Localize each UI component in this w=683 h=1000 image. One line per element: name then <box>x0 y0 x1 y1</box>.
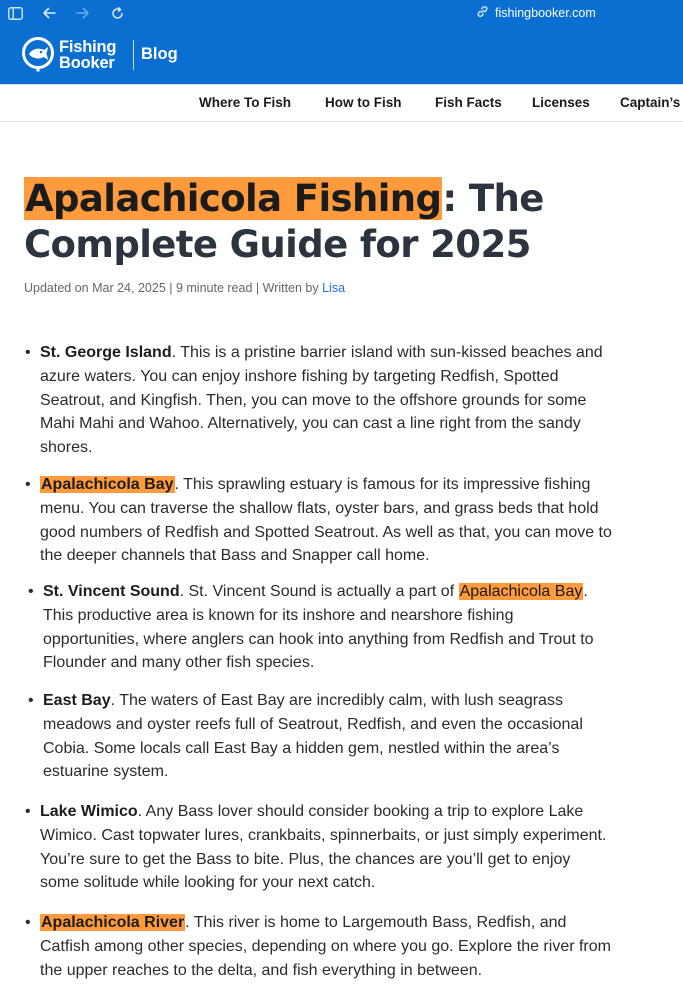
nav-captains[interactable]: Captain’s <box>620 95 681 110</box>
reload-icon[interactable] <box>106 0 128 26</box>
bullet: • <box>25 914 31 931</box>
blog-link[interactable]: Blog <box>141 45 178 63</box>
logo-line-2: Booker <box>59 54 115 72</box>
address-bar[interactable] <box>476 0 596 26</box>
article-meta <box>24 281 345 295</box>
location-text-after: . This productive area is known for its inshore and nearshore fishing opportunities, where anglers can hook into anything from Redfish and Trout to Flounder and many other fish species. <box>43 583 594 672</box>
list-item <box>25 911 612 982</box>
list-item <box>28 689 613 784</box>
sidebar-icon[interactable] <box>4 0 26 26</box>
title-rest: : The Complete Guide for 2025 <box>24 177 544 266</box>
location-name: East Bay <box>43 692 111 709</box>
bullet: • <box>25 803 31 820</box>
logo-divider <box>133 40 134 70</box>
list-item <box>25 800 612 895</box>
fish-hook-logo-icon <box>22 37 55 73</box>
main-nav <box>0 84 683 122</box>
logo-wordmark <box>59 39 116 71</box>
location-name: Lake Wimico <box>40 803 138 820</box>
site-header <box>0 26 683 84</box>
location-text: . This river is home to Largemouth Bass, Redfish, and Catfish among other species, depending on where you go. Explore the river from the upper reaches to the delta, and fish everything in between. <box>40 914 611 979</box>
back-icon[interactable] <box>38 0 60 26</box>
location-name: Apalachicola River <box>41 914 185 931</box>
location-text: . This is a pristine barrier island with sun-kissed beaches and azure waters. You can enjoy inshore fishing by targeting Redfish, Spotted Seatrout, and Kingfish. Then, you can move to the offshore grounds for some Mahi Mahi and Wahoo. Alternatively, you can cast a line right from the sandy shores. <box>40 344 603 457</box>
nav-where-to-fish[interactable]: Where To Fish <box>199 95 292 110</box>
fishingbooker-logo[interactable] <box>22 37 116 73</box>
inline-highlight: Apalachicola Bay <box>459 583 583 600</box>
page-title <box>24 176 664 268</box>
location-text: . The waters of East Bay are incredibly calm, with lush seagrass meadows and oyster reefs full of Seatrout, Redfish, and even the occasional Cobia. Some locals call East Bay a hidden gem, nestled within the area’s estuarine system. <box>43 692 583 781</box>
list-item <box>25 341 612 460</box>
link-icon <box>476 5 489 21</box>
url-text: fishingbooker.com <box>495 6 596 20</box>
list-item <box>28 580 613 675</box>
nav-licenses[interactable]: Licenses <box>532 95 590 110</box>
location-name: Apalachicola Bay <box>41 476 174 493</box>
list-item <box>25 473 612 568</box>
nav-fish-facts[interactable]: Fish Facts <box>435 95 502 110</box>
meta-text: Updated on Mar 24, 2025 | 9 minute read | Written by <box>24 281 319 295</box>
bullet: • <box>28 583 34 600</box>
bullet: • <box>25 476 31 493</box>
nav-how-to-fish[interactable]: How to Fish <box>325 95 402 110</box>
location-text: . St. Vincent Sound is actually a part of <box>179 583 459 600</box>
browser-toolbar <box>0 0 683 26</box>
location-text: . This sprawling estuary is famous for its impressive fishing menu. You can traverse the shallow flats, oyster bars, and grass beds that hold good numbers of Redfish and Spotted Seatrout. As well as that, you can move to the deeper channels that Bass and Snapper call home. <box>40 476 612 565</box>
bullet: • <box>25 344 31 361</box>
location-name: St. Vincent Sound <box>43 583 180 600</box>
title-highlight: Apalachicola Fishing <box>25 177 442 220</box>
author-link[interactable]: Lisa <box>322 281 346 295</box>
bullet: • <box>28 692 34 709</box>
forward-icon[interactable] <box>72 0 94 26</box>
location-name: St. George Island <box>40 344 172 361</box>
logo-line-1: Fishing <box>59 38 117 56</box>
location-text: . Any Bass lover should consider booking a trip to explore Lake Wimico. Cast topwater lures, crankbaits, spinnerbaits, or just simply experiment. You’re sure to get the Bass to bite. Plus, the chances are you’ll get to enjoy some solitude while looking for your next catch. <box>40 803 607 892</box>
